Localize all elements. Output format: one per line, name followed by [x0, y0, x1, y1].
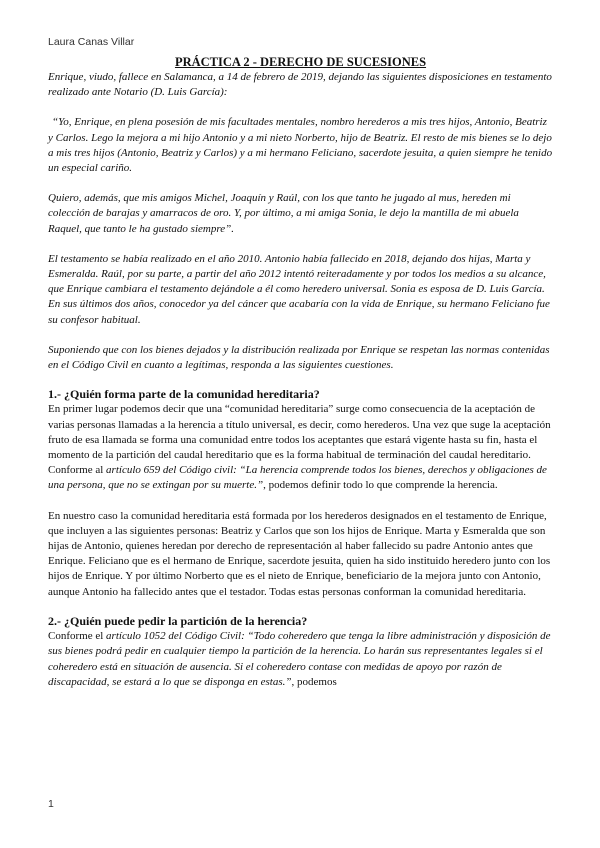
document-body	[48, 54, 553, 690]
answer-1-citation: artículo 659 del Código civil: “La herencia comprende todos los bienes, derechos y obligaciones de una persona, que no se extingan por su muerte.”	[48, 464, 547, 492]
answer-2-citation-intro: Conforme el	[48, 630, 107, 643]
instructions-paragraph: Suponiendo que con los bienes dejados y la distribución realizada por Enrique se respetan las normas contenidas en el Código Civil en cuanto a legítimas, responda a las siguientes cuestiones.	[48, 343, 550, 372]
answer-1-citation-outro: , podemos definir todo lo que comprende la herencia.	[263, 479, 498, 492]
answer-2-citation-outro: , podemos	[291, 675, 337, 688]
answer-1-paragraph-2	[48, 463, 553, 493]
page-number: 1	[48, 798, 54, 810]
answer-2-paragraph-1	[48, 629, 553, 690]
facts-paragraph: El testamento se había realizado en el año 2010. Antonio había fallecido en 2018, dejando dos hijas, Marta y Esmeralda. Raúl, por su parte, a partir del año 2012 intentó reiteradamente y por todos los medios a su alcance, que Enrique cambiara el testamento dejándole a él como heredero universal. Sonia es esposa de D. Luis García. En sus últimos dos años, conocedor ya del cáncer que acabaría con la vida de Enrique, su hermano Feliciano fue su confesor habitual.	[48, 252, 550, 326]
will-paragraph-1: “Yo, Enrique, en plena posesión de mis facultades mentales, nombro herederos a mis tres hijos, Antonio, Beatriz y Carlos. Lego la mejora a mi hijo Antonio y a mi nieto Norberto, hijo de Beatriz. El resto de mis bienes se lo dejo a mis tres hijos (Antonio, Beatriz y Carlos) y a mi hermano Feliciano, sacerdote jesuita, a quien siempre he tenido un especial cariño.	[48, 116, 553, 175]
will-paragraph-2: Quiero, además, que mis amigos Michel, Joaquín y Raúl, con los que tanto he jugado al mus, hereden mi colección de barajas y amarracos de oro. Y, por último, a mi amiga Sonia, le dejo la mantilla de mi abuela Raquel, que tanto le ha gustado siempre”.	[48, 192, 519, 235]
answer-2-citation: artículo 1052 del Código Civil: “Todo coheredero que tenga la libre administración y disposición de sus bienes podrá pedir en cualquier tiempo la partición de la herencia. Lo harán sus representantes legales si el coheredero está en situación de ausencia. Si el coheredero contase con medidas de apoyo por razón de discapacidad, se estará a lo que se disponga en estas.”	[48, 630, 551, 688]
answer-1-citation-intro: Conforme al	[48, 464, 107, 477]
answer-1-paragraph-3: En nuestro caso la comunidad hereditaria está formada por los herederos designados en el testamento de Enrique, que incluyen a las siguientes personas: Beatriz y Carlos que son los hijos de Enrique. Marta y Esmeralda que son hijas de Antonio, quienes heredan por derecho de representación al haber fallecido su padre Antonio antes que Enrique. Feliciano que es el hermano de Enrique, sacerdote jesuita, quien ha sido instituido heredero junto con los hijos de Enrique. Y por último Norberto que es el nieto de Enrique, beneficiario de la mejora junto con Antonio, aunque Antonio ha fallecido antes que el testador. Todas estas personas conforman la comunidad hereditaria.	[48, 509, 551, 598]
intro-paragraph: Enrique, viudo, fallece en Salamanca, a 14 de febrero de 2019, dejando las siguientes disposiciones en testamento realizado ante Notario (D. Luis García):	[48, 71, 552, 99]
question-1-heading: 1.- ¿Quién forma parte de la comunidad hereditaria?	[48, 387, 320, 402]
document-title: PRÁCTICA 2 - DERECHO DE SUCESIONES	[174, 55, 427, 69]
document-author: Laura Canas Villar	[48, 36, 135, 48]
answer-1-paragraph-1: En primer lugar podemos decir que una “comunidad hereditaria” surge como consecuencia de la aceptación de varias personas llamadas a la herencia a título universal, es decir, como herederos. Una vez que suge la aceptación fruto de esa llamada se forma una comunidad entre todos los aceptantes que estará vigente hasta su fin, hasta el momento de la partición del caudal hereditario que es la forma habitual de terminación del caudal hereditario.	[48, 403, 551, 462]
question-2-heading: 2.- ¿Quién puede pedir la partición de la herencia?	[48, 613, 308, 628]
